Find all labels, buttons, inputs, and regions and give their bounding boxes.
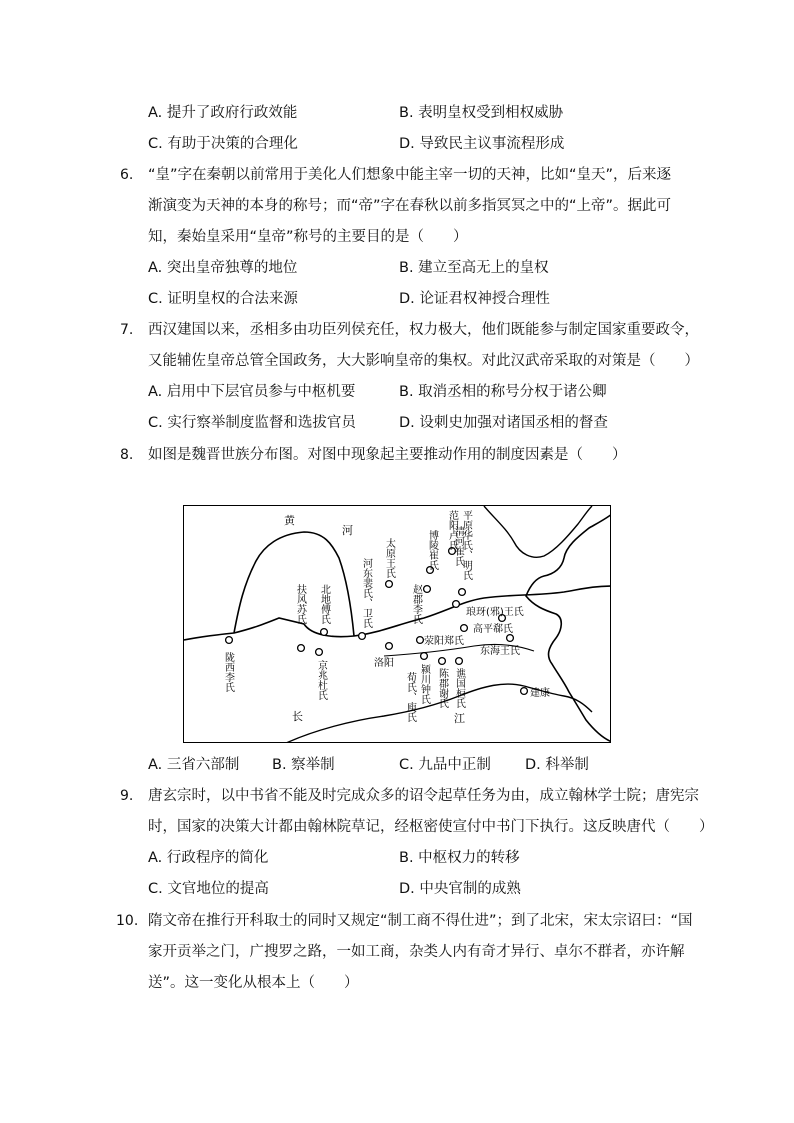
q6-option-a[interactable]: A. 突出皇帝独尊的地位 bbox=[148, 260, 298, 276]
yellow-river-lower-course bbox=[184, 586, 611, 640]
label-fanyang: 范阳卢氏 bbox=[446, 510, 458, 550]
wei-jin-clan-map bbox=[183, 505, 611, 743]
q9-option-b[interactable]: B. 中枢权力的转移 bbox=[399, 850, 520, 866]
q7-stem-line-2: 又能辅佐皇帝总管全国政务，大大影响皇帝的集权。对此汉武帝采取的对策是（ ） bbox=[148, 353, 699, 369]
label-hedong: 河东裴氏、卫氏 bbox=[360, 558, 372, 628]
q6-stem-line-1: “皇”字在秦朝以前常用于美化人们想象中能主宰一切的天神，比如“皇天”，后来逐 bbox=[148, 167, 672, 183]
label-boling: 博陵崔氏 bbox=[426, 530, 438, 570]
label-taiyuan: 太原王氏 bbox=[383, 538, 395, 578]
label-qiaoguo: 谯国桓氏 bbox=[453, 668, 465, 708]
q7-option-d[interactable]: D. 设刺史加强对诸国丞相的督查 bbox=[399, 415, 608, 431]
label-jingzhao: 京兆杜氏 bbox=[315, 660, 327, 700]
bohai-coast bbox=[484, 506, 592, 557]
q8-number: 8. bbox=[120, 447, 134, 463]
label-zhaojun: 赵郡李氏 bbox=[410, 584, 422, 624]
q10-stem-line-2: 家开贡举之门，广搜罗之路，一如工商，杂类人内有奇才异行、卓尔不群者，亦许解 bbox=[148, 944, 685, 960]
q6-option-c[interactable]: C. 证明皇权的合法来源 bbox=[148, 291, 298, 307]
q8-option-b[interactable]: B. 察举制 bbox=[272, 757, 335, 773]
q5-option-c[interactable]: C. 有助于决策的合理化 bbox=[148, 136, 298, 152]
q9-stem-line-1: 唐玄宗时，以中书省不能及时完成众多的诏令起草任务为由，成立翰林学士院；唐宪宗 bbox=[148, 788, 699, 804]
q10-number: 10. bbox=[116, 913, 139, 929]
label-longxi: 陇西李氏 bbox=[222, 652, 234, 692]
q5-option-d[interactable]: D. 导致民主议事流程形成 bbox=[399, 136, 565, 152]
marker-longxi bbox=[226, 637, 233, 644]
marker-qiaoguo bbox=[456, 658, 463, 665]
marker-zhaojun bbox=[424, 586, 431, 593]
river-label-he: 河 bbox=[342, 524, 353, 537]
q9-stem-line-2: 时，国家的决策大计都由翰林院草记，经枢密使宣付中书门下执行。这反映唐代（ ） bbox=[148, 819, 714, 835]
q7-option-c[interactable]: C. 实行察举制度监督和选拔官员 bbox=[148, 415, 356, 431]
marker-pingyuan bbox=[459, 589, 466, 596]
q6-stem-line-2: 渐演变为天神的本身的称号；而“帝”字在春秋以前多指冥冥之中的“上帝”。据此可 bbox=[148, 198, 672, 214]
marker-yingchuan bbox=[421, 653, 428, 660]
marker-taiyuan bbox=[386, 581, 393, 588]
label-gaoping: 高平郗氏 bbox=[473, 624, 513, 635]
label-luoyang: 洛阳 bbox=[374, 658, 394, 669]
label-donghai: 东海王氏 bbox=[480, 646, 520, 657]
q7-number: 7. bbox=[120, 322, 134, 338]
label-jiankang: 建康 bbox=[530, 688, 550, 699]
marker-chenjun bbox=[439, 658, 446, 665]
q8-option-c[interactable]: C. 九品中正制 bbox=[399, 757, 491, 773]
river-label-huang: 黄 bbox=[284, 514, 295, 527]
marker-gaoping bbox=[461, 625, 468, 632]
q7-option-b[interactable]: B. 取消丞相的称号分权于诸公卿 bbox=[399, 384, 607, 400]
marker-luoyang bbox=[386, 643, 393, 650]
label-fufeng: 扶风苏氏 bbox=[294, 584, 306, 624]
q8-option-d[interactable]: D. 科举制 bbox=[525, 757, 589, 773]
q8-stem-line-1: 如图是魏晋世族分布图。对图中现象起主要推动作用的制度因素是（ ） bbox=[148, 447, 627, 463]
q6-stem-line-3: 知，秦始皇采用“皇帝”称号的主要目的是（ ） bbox=[148, 229, 468, 245]
river-label-chang: 长 bbox=[292, 710, 303, 723]
q6-number: 6. bbox=[120, 167, 134, 183]
label-qinghe: 清河崔氏 bbox=[452, 526, 464, 566]
marker-jiankang bbox=[521, 688, 528, 695]
label-xunyu: 荀氏、庾氏 bbox=[404, 672, 416, 722]
q7-option-a[interactable]: A. 启用中下层官员参与中枢机要 bbox=[148, 384, 356, 400]
q5-option-a[interactable]: A. 提升了政府行政效能 bbox=[148, 105, 298, 121]
q10-stem-line-3: 送”。这一变化从根本上（ ） bbox=[148, 975, 359, 991]
q9-option-d[interactable]: D. 中央官制的成熟 bbox=[399, 881, 521, 897]
coastline bbox=[526, 514, 611, 742]
label-xingyang: 荥阳郑氏 bbox=[424, 636, 464, 647]
marker-beidi bbox=[321, 629, 328, 636]
q5-option-b[interactable]: B. 表明皇权受到相权威胁 bbox=[399, 105, 564, 121]
q6-option-b[interactable]: B. 建立至高无上的皇权 bbox=[399, 260, 549, 276]
label-langya: 琅玡(邪)王氏 bbox=[466, 607, 524, 618]
q9-option-c[interactable]: C. 文官地位的提高 bbox=[148, 881, 269, 897]
map-drawing bbox=[184, 506, 611, 743]
q8-option-a[interactable]: A. 三省六部制 bbox=[148, 757, 240, 773]
marker-fufeng bbox=[298, 645, 305, 652]
river-label-jiang: 江 bbox=[454, 712, 465, 725]
marker-xingyang bbox=[417, 637, 424, 644]
marker-jingzhao bbox=[316, 649, 323, 656]
label-pingyuan: 平原华氏、明氏 bbox=[460, 510, 472, 580]
q9-option-a[interactable]: A. 行政程序的简化 bbox=[148, 850, 269, 866]
marker-donghai bbox=[507, 635, 514, 642]
marker-hedong bbox=[359, 633, 366, 640]
q9-number: 9. bbox=[120, 788, 134, 804]
q6-option-d[interactable]: D. 论证君权神授合理性 bbox=[399, 291, 550, 307]
marker-qinghe bbox=[453, 601, 460, 608]
label-beidi: 北地傅氏 bbox=[318, 584, 330, 624]
q10-stem-line-1: 隋文帝在推行开科取士的同时又规定“制工商不得仕进”；到了北宋，宋太宗诏曰：“国 bbox=[148, 913, 693, 929]
label-chenjun: 陈郡谢氏 bbox=[436, 668, 448, 708]
label-yingchuan: 颍川钟氏 bbox=[418, 664, 430, 704]
q7-stem-line-1: 西汉建国以来，丞相多由功臣列侯充任，权力极大，他们既能参与制定国家重要政令， bbox=[148, 322, 699, 338]
